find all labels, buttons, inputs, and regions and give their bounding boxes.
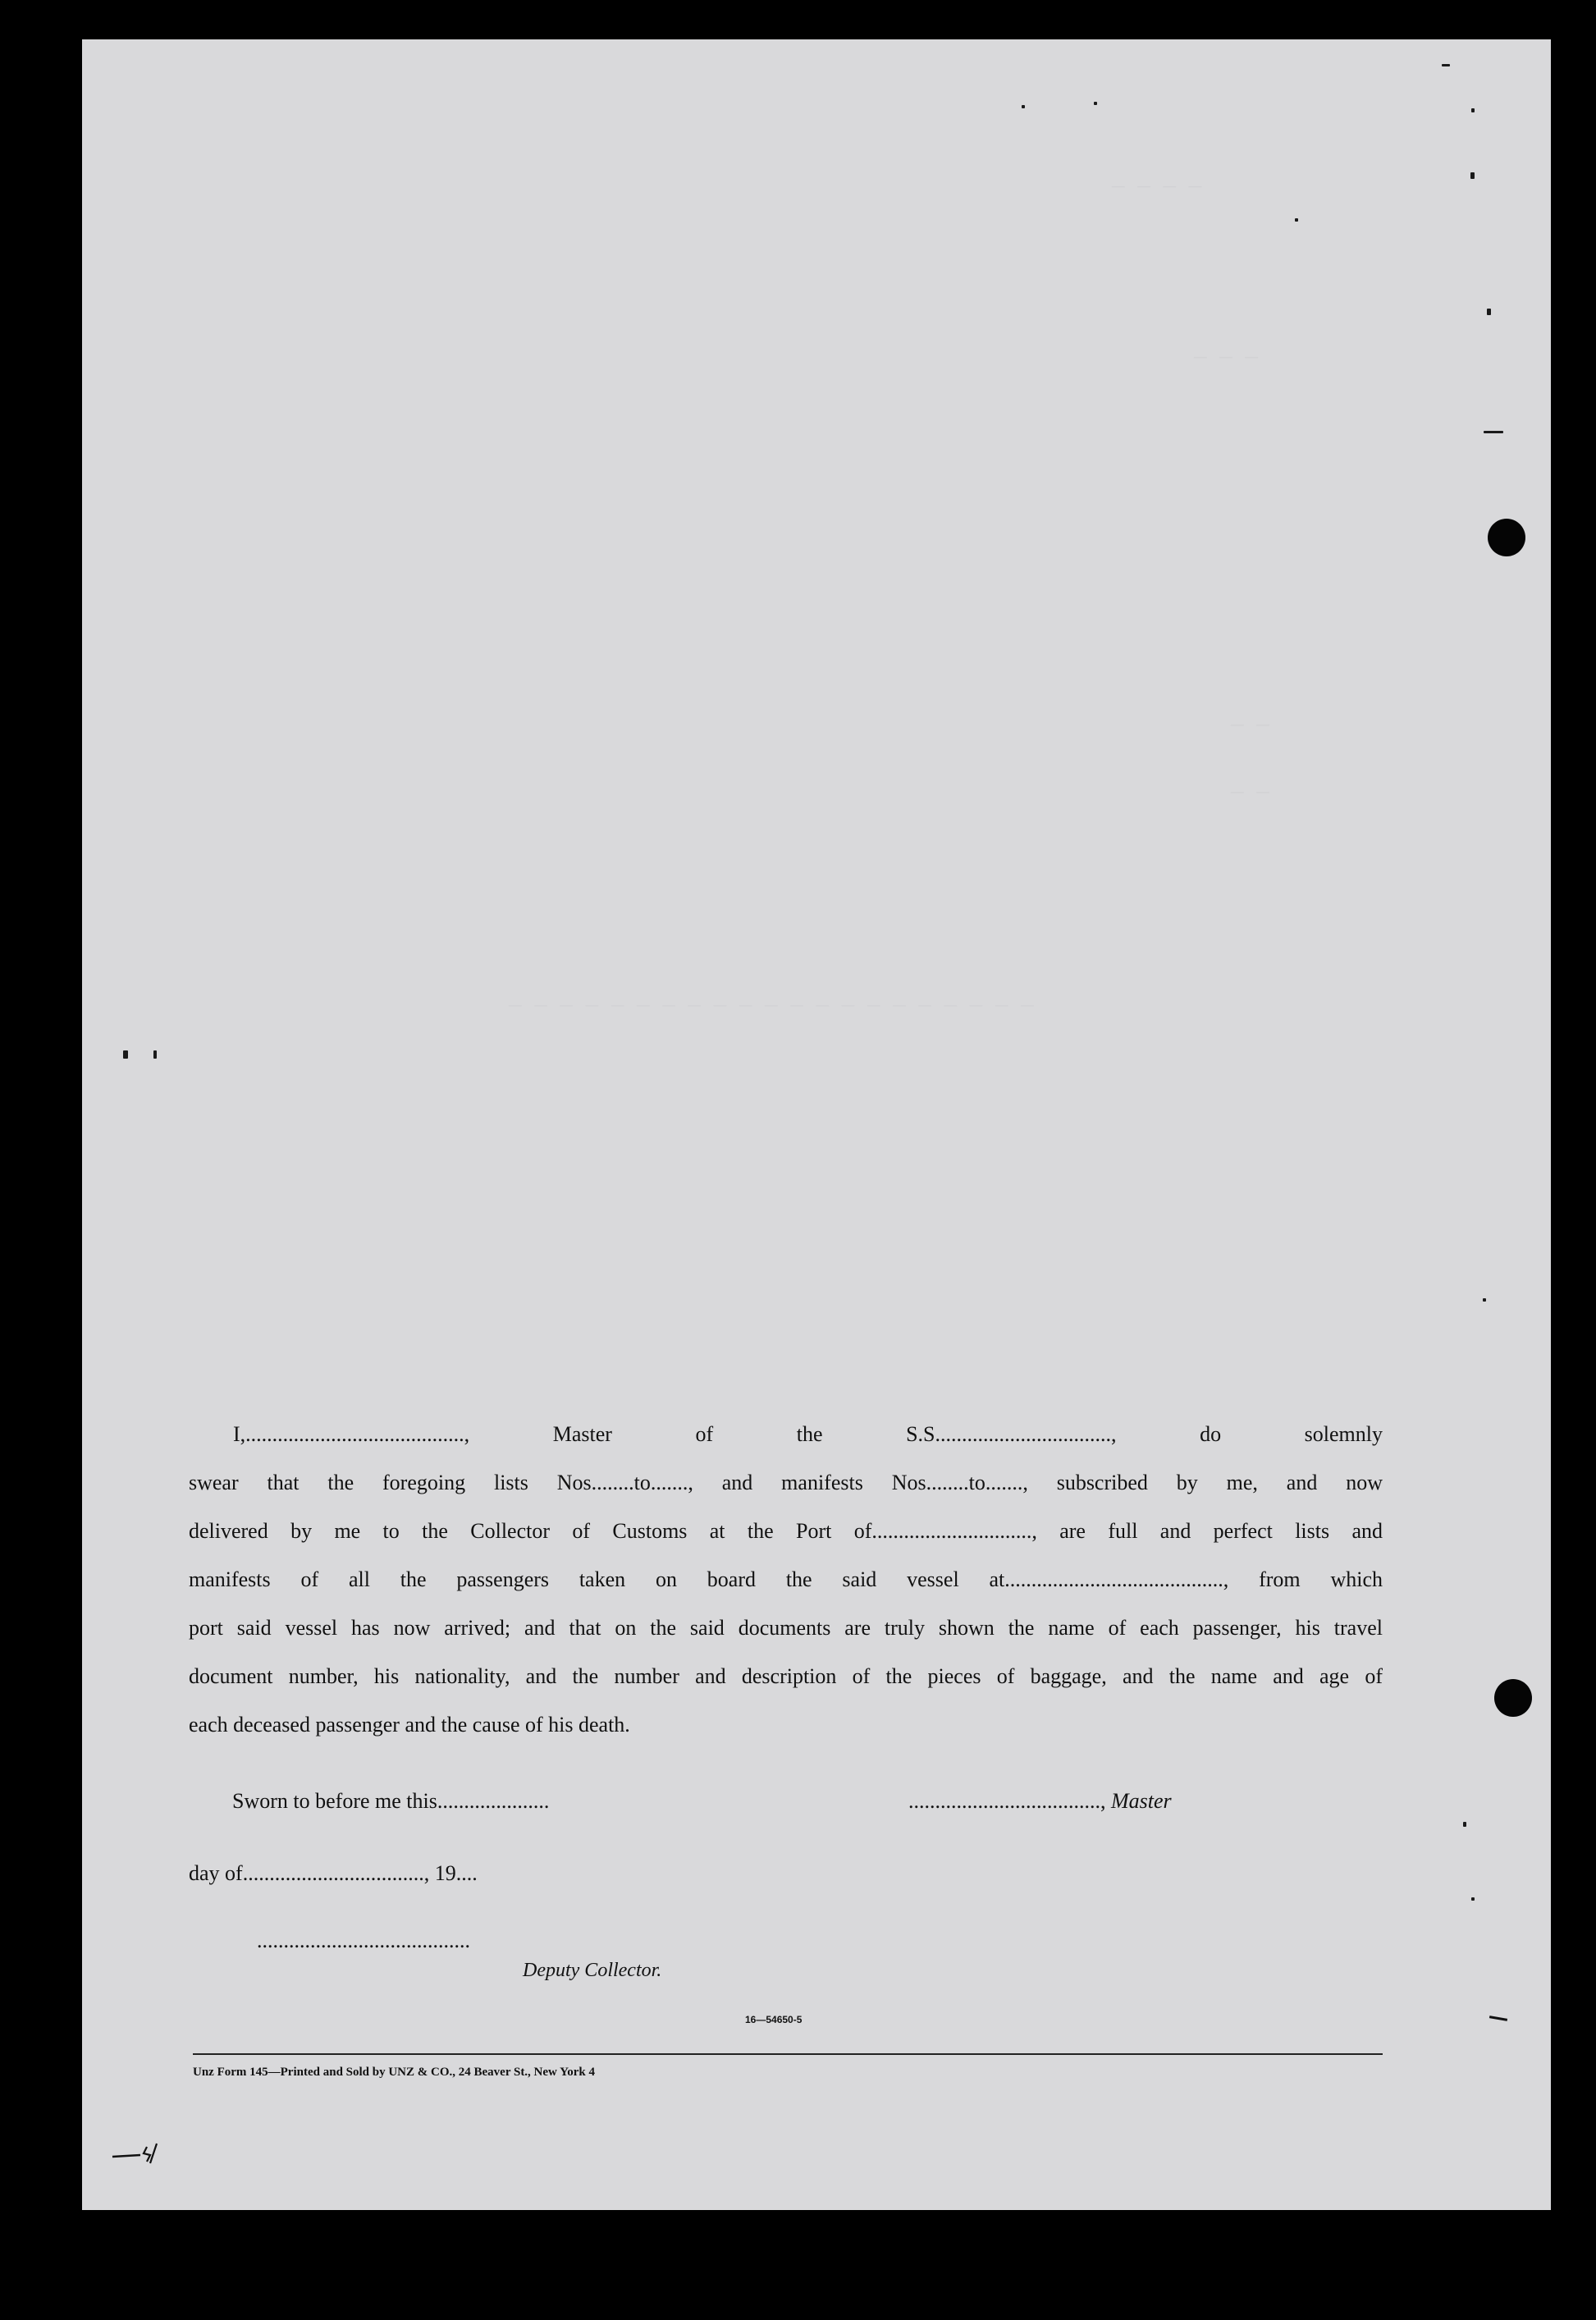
day-of-line: day of.................................., 19.... [189,1861,478,1885]
scan-speck [1470,172,1475,179]
bleed-through-mark: — — — — — — — — — — — — — — — — — — — — — [509,993,1034,1018]
scan-speck [1487,309,1491,315]
punch-hole [1488,519,1525,556]
declaration-line: each deceased passenger and the cause of his death. [189,1713,630,1737]
scan-speck [1463,1822,1466,1827]
bleed-through-mark: — — [1231,712,1269,737]
scan-speck [1471,108,1475,112]
declaration-line: I,........................................., Master of the S.S................................., do solemnly [233,1422,1383,1446]
printer-imprint: Unz Form 145—Printed and Sold by UNZ & CO., 24 Beaver St., New York 4 [193,2066,595,2079]
declaration-line: port said vessel has now arrived; and that on the said documents are truly shown the name of each passenger, his travel [189,1616,1383,1640]
scan-speck [1442,64,1450,66]
master-label: Master [1111,1789,1172,1813]
bleed-through-mark: — — — [1194,345,1259,369]
bleed-through-mark: — — [1231,780,1269,804]
bleed-through-mark: — — — — [1112,174,1202,199]
scan-speck [1484,431,1503,433]
master-signature-dots: ...................................., [908,1789,1106,1813]
scan-speck [153,1050,157,1059]
scan-speck [1022,105,1025,108]
declaration-line: swear that the foregoing lists Nos........to......., and manifests Nos........to......., subscribed by me, and now [189,1471,1383,1494]
scan-speck [123,1050,128,1059]
punch-hole [1494,1679,1532,1717]
sworn-before-line: Sworn to before me this..................... [232,1789,550,1813]
scan-speck [1295,218,1298,222]
deputy-collector-dots: ........................................ [257,1929,470,1952]
handwritten-mark [111,2135,168,2165]
footer-rule [193,2053,1383,2055]
master-declaration [189,1410,1383,1749]
master-signature-line [908,1789,1172,1814]
declaration-line: document number, his nationality, and the number and description of the pieces of baggage, and the name and age of [189,1664,1383,1688]
scan-speck [1094,102,1097,105]
scan-speck [1483,1298,1486,1302]
form-code: 16—54650-5 [745,2014,803,2025]
deputy-collector-label: Deputy Collector. [523,1960,662,1981]
declaration-line: delivered by me to the Collector of Customs at the Port of.............................., are full and perfect lists and [189,1519,1383,1543]
declaration-line: manifests of all the passengers taken on board the said vessel at........................................., from which [189,1567,1383,1591]
scan-speck [1471,1897,1475,1901]
